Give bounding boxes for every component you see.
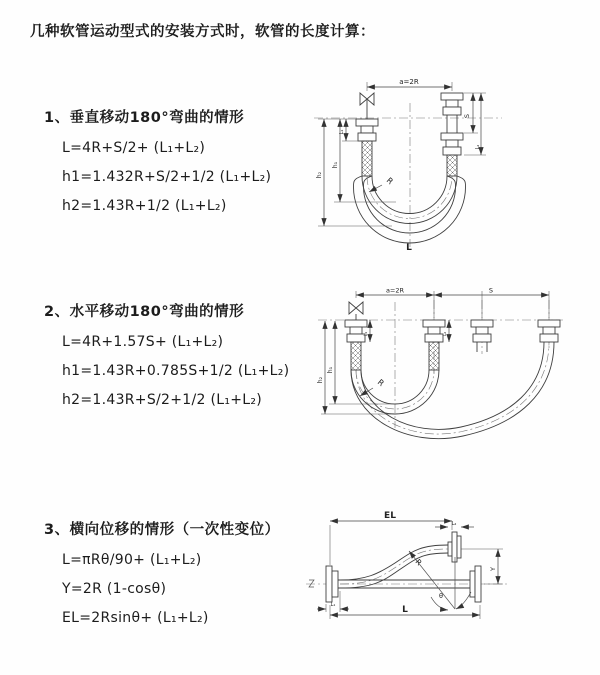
dim-label-a2r: a=2R [385,288,405,295]
centerline-break-mark [309,580,314,587]
section-lateral-displacement [44,518,280,639]
formula-line: h2=1.43R+1/2 (L₁+L₂) [62,198,227,214]
dim-label-l1: L₁ [364,331,369,337]
dim-label-l2: L₂ [443,331,448,337]
dim-label-l2: L₂ [451,521,457,527]
dim-label-l1: L₁ [339,129,345,135]
page-title: 几种软管运动型式的安装方式时，软管的长度计算： [30,24,375,40]
formula-line: h1=1.432R+S/2+1/2 (L₁+L₂) [62,169,272,185]
dim-label-h1: h₁ [332,161,339,169]
formula-line: L=4R+S/2+ (L₁+L₂) [62,140,206,156]
formula-line: EL=2Rsinθ+ (L₁+L₂) [62,610,209,626]
formula-line: Y=2R (1-cosθ) [62,581,167,597]
hose-assembly [345,320,560,439]
dim-label-y: Y [489,567,497,571]
diagram-horizontal-180-bend [313,288,568,453]
dim-label-el: EL [384,511,396,521]
hose-assembly [353,93,465,243]
section-1-heading: 1、垂直移动180°弯曲的情形 [44,110,245,126]
centerlines [314,103,502,247]
radius-label: R [413,557,424,568]
section-3-heading: 3、横向位移的情形（一次性变位） [44,522,280,538]
radius-label: R [375,377,386,389]
dim-label-h2: h₂ [317,376,324,384]
dim-label-l1: L₁ [330,602,336,608]
dim-label-l2: L₂ [475,144,481,150]
diagram-vertical-180-bend [300,75,560,255]
section-vertical-movement [44,106,271,227]
dim-label-s: S [488,288,494,295]
section-horizontal-movement [44,300,289,421]
formula-line: h1=1.43R+0.785S+1/2 (L₁+L₂) [62,363,290,379]
angle-label: θ [439,592,443,600]
dim-label-a2r: a=2R [399,78,419,86]
radius-label: R [384,175,395,187]
diagram-lateral-displacement [298,505,583,650]
length-label: L [402,605,408,615]
valve-icon [349,302,363,320]
dim-label-h1: h₁ [327,366,334,374]
dim-label-h2: h₂ [316,171,323,179]
valve-icon [360,93,374,119]
dim-label-s: S [463,113,471,119]
formula-line: h2=1.43R+S/2+1/2 (L₁+L₂) [62,392,263,408]
hose-assembly [326,532,481,602]
formula-line: L=4R+1.57S+ (L₁+L₂) [62,334,224,350]
length-label: L [406,243,412,253]
formula-line: L=πRθ/90+ (L₁+L₂) [62,552,202,568]
section-2-heading: 2、水平移动180°弯曲的情形 [44,304,245,320]
